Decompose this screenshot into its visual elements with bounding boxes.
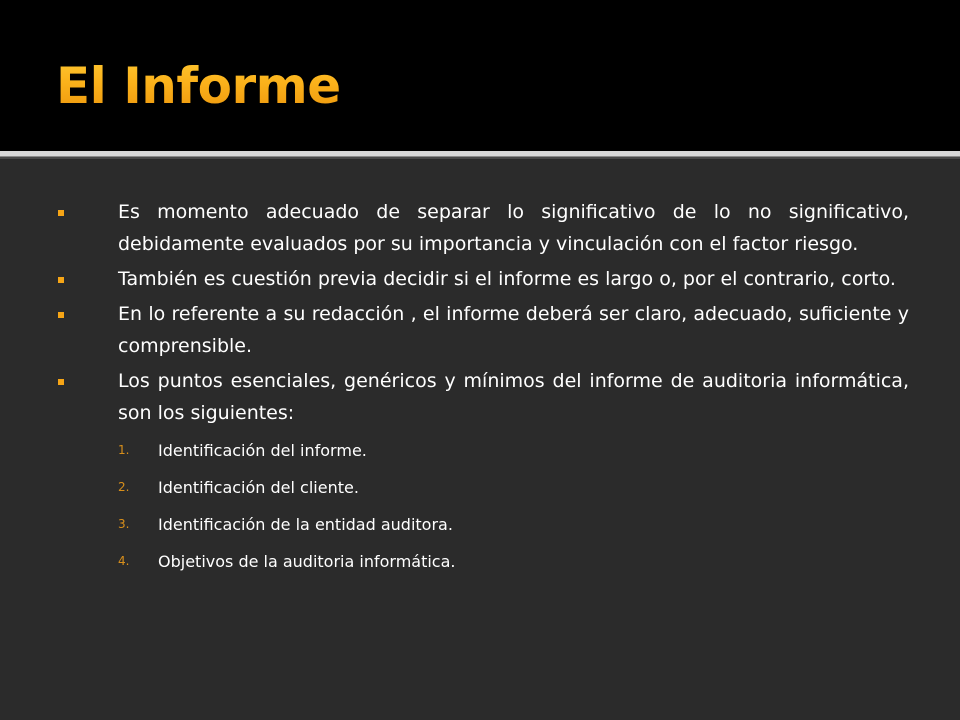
- bullet-item: [0, 365, 960, 429]
- numbered-item: [0, 469, 960, 506]
- bullet-text: También es cuestión previa decidir si el informe es largo o, por el contrario, corto.: [118, 268, 896, 290]
- title-bar: [0, 0, 960, 151]
- item-text: Identificación de la entidad auditora.: [158, 515, 453, 534]
- square-bullet-icon: [58, 379, 64, 385]
- bullet-item: [0, 196, 960, 260]
- bullet-text: Los puntos esenciales, genéricos y mínimos del informe de auditoria informática, son los siguientes:: [118, 370, 909, 424]
- square-bullet-icon: [58, 277, 64, 283]
- item-text: Identificación del informe.: [158, 441, 367, 460]
- item-number: 1.: [118, 443, 130, 457]
- numbered-list: [0, 432, 960, 580]
- numbered-item: [0, 506, 960, 543]
- bullet-text: Es momento adecuado de separar lo significativo de lo no significativo, debidamente evaluados por su importancia y vinculación con el factor riesgo.: [118, 201, 909, 255]
- numbered-item: [0, 543, 960, 580]
- bullet-list: [0, 196, 960, 429]
- item-text: Objetivos de la auditoria informática.: [158, 552, 456, 571]
- item-number: 3.: [118, 517, 130, 531]
- item-number: 2.: [118, 480, 130, 494]
- item-text: Identificación del cliente.: [158, 478, 359, 497]
- bullet-item: [0, 263, 960, 295]
- bullet-item: [0, 298, 960, 362]
- bullet-text: En lo referente a su redacción , el informe deberá ser claro, adecuado, suficiente y comprensible.: [118, 303, 909, 357]
- item-number: 4.: [118, 554, 130, 568]
- slide-title: El Informe: [56, 48, 341, 124]
- square-bullet-icon: [58, 210, 64, 216]
- slide-body: [0, 196, 960, 580]
- numbered-item: [0, 432, 960, 469]
- title-separator-shadow: [0, 157, 960, 159]
- square-bullet-icon: [58, 312, 64, 318]
